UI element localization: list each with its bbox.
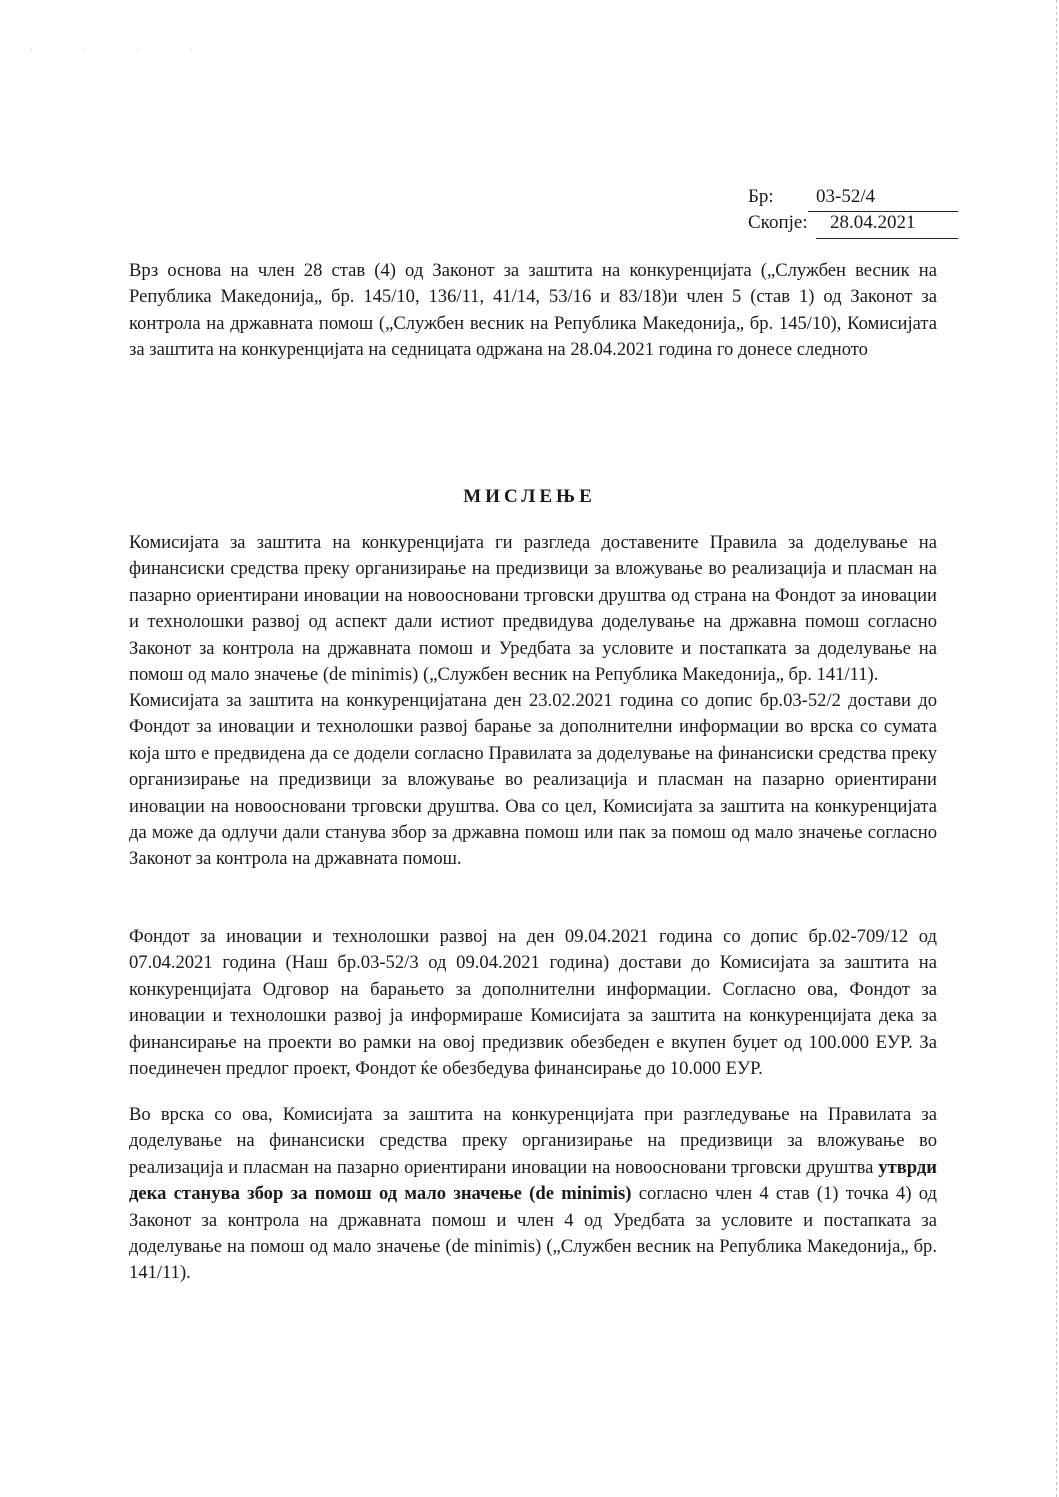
reference-date-value: 28.04.2021 [830, 212, 916, 233]
scan-noise: · · · · [30, 45, 217, 55]
reference-number-value: 03-52/4 [816, 186, 876, 207]
body-paragraph-4 [129, 1102, 937, 1287]
body-paragraph-3: Фондот за иновации и технолошки развој на ден 09.04.2021 година со допис бр.02-709/12 од 07.04.2021 година (Наш бр.03-52/3 од 09.04.2021 година) достави до Комисијата за заштита на конкуренцијата Одговор на барањето за дополнителни информации. Согласно ова, Фондот за иновации и технолошки развој ја информираше Комисијата за заштита на конкуренцијата дека за финансирање на проекти во рамки на овој предизвик обезбеден е вкупен буџет од 100.000 ЕУР. За поединечен предлог проект, Фондот ќе обезбедува финансирање до 10.000 ЕУР. [129, 926, 937, 1080]
body-paragraph-2: Комисијата за заштита на конкуренцијатана ден 23.02.2021 година со допис бр.03-52/2 достави до Фондот за иновации и технолошки развој барање за дополнителни информации во врска со сумата која што е предвидена да се додели согласно Правилата за доделување на финансиски средства преку организирање на предизвици за вложување во реализација и пласман на пазарно ориентирани иновации на новоосновани трговски друштва. Ова со цел, Комисијата за заштита на конкуренцијата да може да одлучи дали станува збор за државна помош или пак за помош од мало значење согласно Законот за контрола на државната помош. [129, 690, 937, 870]
paragraph-4-text-start: Во врска со ова, Комисијата за заштита на конкуренцијата при разгледување на Правилата за доделување на финансиски средства преку организирање на предизвици за вложување во реализација и пласман на пазарно ориентирани иновации на новоосновани трговски друштва [129, 1104, 937, 1178]
reference-number-row [748, 186, 958, 212]
paragraph-4-conclusion: утврди дека станува збор за помош од мало значење (de minimis) [129, 1156, 937, 1205]
scan-page-edge [1056, 0, 1057, 1497]
paragraph-4-text-end: согласно член 4 став (1) точка 4) од Законот за контрола на државната помош и член 4 од Уредбата за условите и постапката за доделување на помош од мало значење (de minimis) („Службен весник на Република Македонија„ бр. 141/11). [129, 1183, 937, 1284]
reference-block [748, 186, 958, 238]
reference-date-underline [816, 238, 958, 239]
reference-place-label: Скопје: [748, 212, 808, 233]
reference-date-row [748, 212, 958, 238]
reference-number-label: Бр: [748, 186, 774, 207]
body-paragraph-1: Комисијата за заштита на конкуренцијата ги разгледа доставените Правила за доделување на финансиски средства преку организирање на предизвици за вложување во реализација и пласман на пазарно ориентирани иновации на новоосновани трговски друштва од страна на Фондот за иновации и технолошки развој од аспект дали истиот предвидува доделување на државна помош согласно Законот за контрола на државната помош и Уредбата за условите и постапката за доделување на помош од мало значење (de minimis) („Службен весник на Република Македонија„ бр. 141/11). [129, 532, 937, 686]
document-heading: МИСЛЕЊЕ [463, 486, 596, 507]
intro-paragraph: Врз основа на член 28 став (4) од Законот за заштита на конкуренцијата („Службен весник на Република Македонија„ бр. 145/10, 136/11, 41/14, 53/16 и 83/18)и член 5 (став 1) од Законот за контрола на државната помош („Службен весник на Република Македонија„ бр. 145/10), Комисијата за заштита на конкуренцијата на седницата одржана на 28.04.2021 година го донесе следното [129, 260, 937, 361]
